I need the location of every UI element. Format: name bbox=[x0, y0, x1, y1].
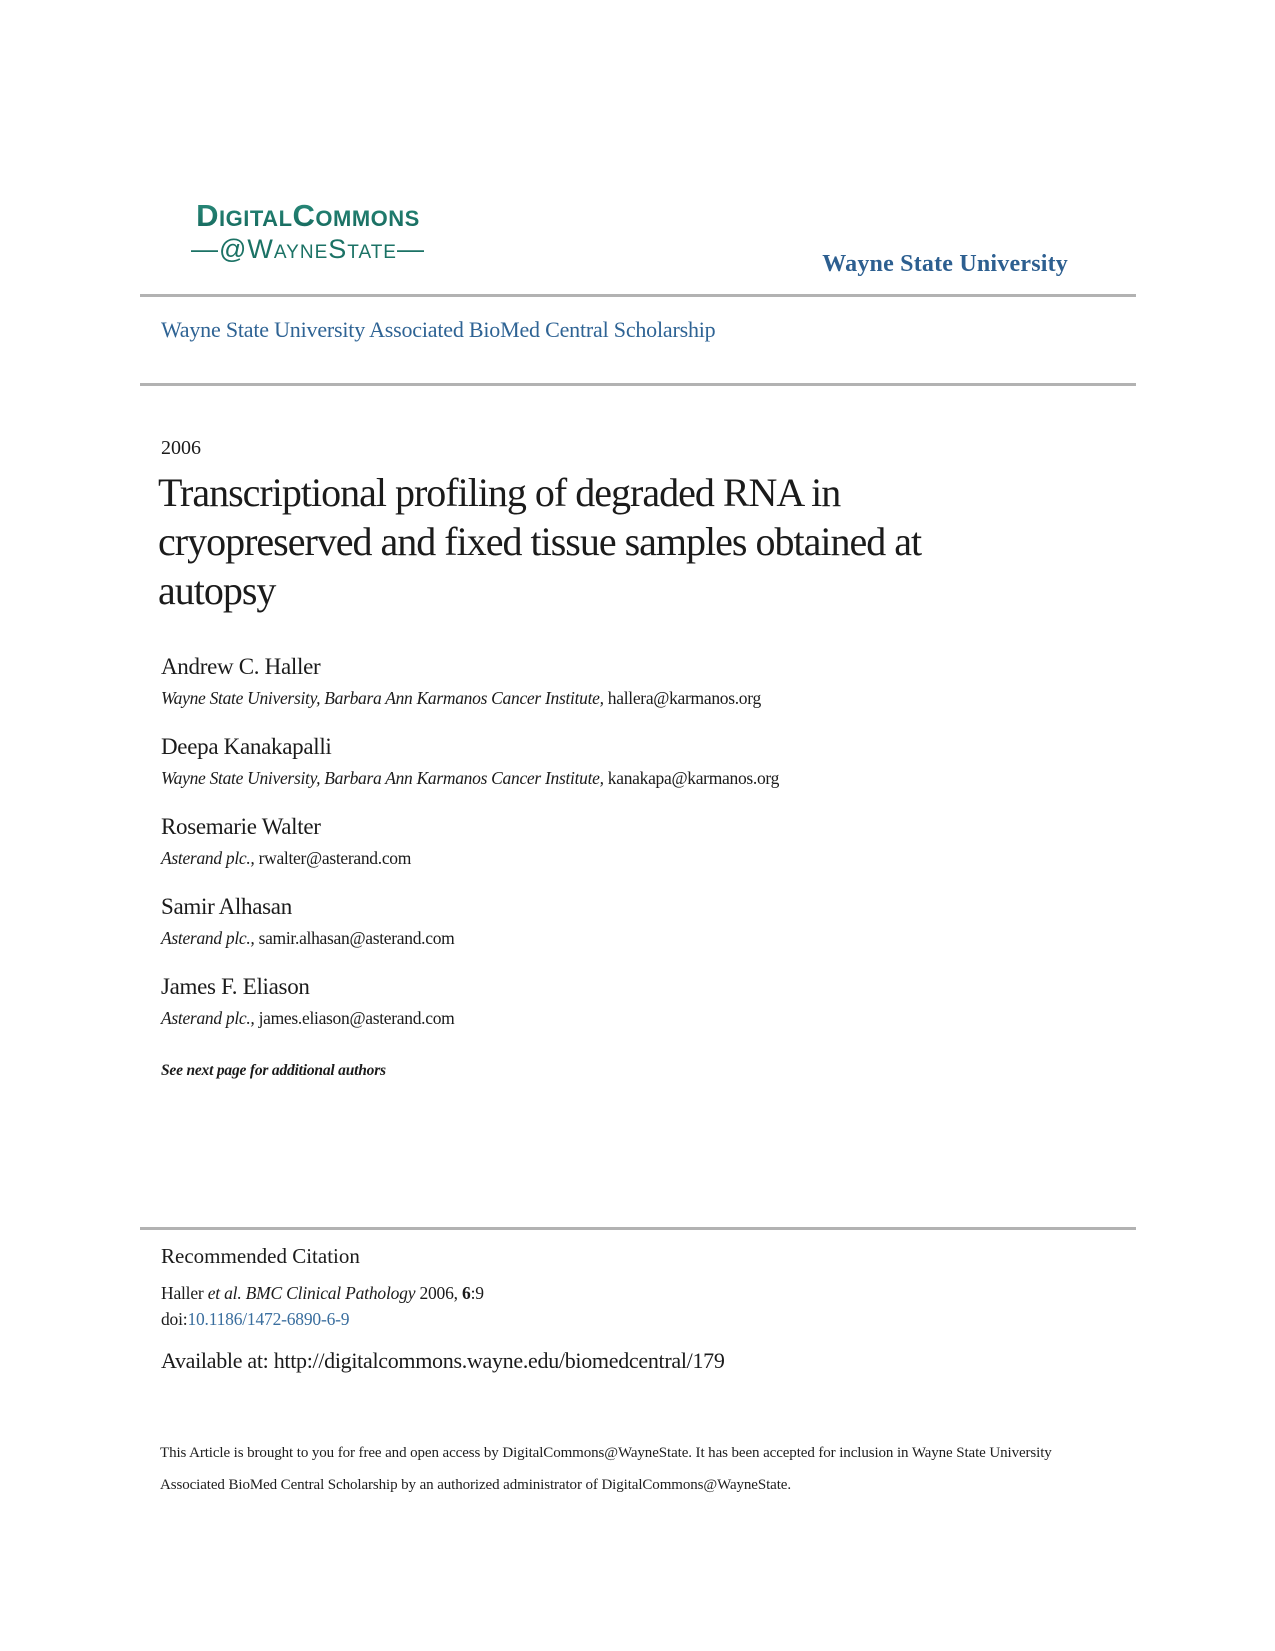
author-affiliation-line bbox=[161, 926, 1121, 950]
logo-wordmark: DigitalCommons bbox=[168, 198, 448, 234]
see-next-page-note: See next page for additional authors bbox=[161, 1062, 386, 1079]
author-entry bbox=[161, 730, 1121, 790]
access-statement bbox=[160, 1437, 1140, 1501]
author-name: James F. Eliason bbox=[161, 974, 310, 999]
article-title bbox=[158, 468, 1168, 615]
author-name: Deepa Kanakapalli bbox=[161, 734, 332, 759]
logo-subline: —@WayneState— bbox=[191, 234, 425, 264]
doi-link[interactable]: 10.1186/1472-6890-6-9 bbox=[187, 1309, 350, 1329]
access-statement-line: This Article is brought to you for free and open access by DigitalCommons@WayneState. It has been accepted for inclusion in Wayne State University bbox=[160, 1445, 1052, 1461]
author-entry bbox=[161, 970, 1121, 1030]
citation-year: 2006, bbox=[415, 1283, 463, 1303]
digitalcommons-logo[interactable] bbox=[168, 198, 448, 265]
author-affiliation-line bbox=[161, 766, 1121, 790]
title-line: Transcriptional profiling of degraded RNA in bbox=[158, 470, 841, 515]
author-name: Rosemarie Walter bbox=[161, 814, 321, 839]
author-affiliation: Wayne State University, Barbara Ann Karmanos Cancer Institute, bbox=[161, 768, 604, 788]
available-url-link[interactable]: http://digitalcommons.wayne.edu/biomedcentral/179 bbox=[273, 1348, 725, 1373]
author-affiliation: Asterand plc., bbox=[161, 928, 255, 948]
citation-volume: 6 bbox=[462, 1283, 471, 1303]
author-entry bbox=[161, 890, 1121, 950]
series-collection-link[interactable]: Wayne State University Associated BioMed Central Scholarship bbox=[161, 317, 716, 342]
author-affiliation-line bbox=[161, 846, 1121, 870]
header-divider bbox=[140, 294, 1136, 297]
author-email: kanakapa@karmanos.org bbox=[607, 768, 780, 788]
recommended-citation-heading: Recommended Citation bbox=[161, 1244, 360, 1268]
publication-year: 2006 bbox=[161, 437, 201, 459]
title-line: autopsy bbox=[158, 568, 276, 613]
author-email: hallera@karmanos.org bbox=[607, 688, 761, 708]
doi-line bbox=[161, 1306, 484, 1332]
author-entry bbox=[161, 650, 1121, 710]
citation-journal: et al. BMC Clinical Pathology bbox=[207, 1283, 416, 1303]
series-divider bbox=[140, 383, 1136, 386]
author-name: Samir Alhasan bbox=[161, 894, 292, 919]
author-list bbox=[161, 650, 1121, 1050]
author-name: Andrew C. Haller bbox=[161, 654, 321, 679]
citation-author: Haller bbox=[161, 1283, 208, 1303]
institution-name[interactable]: Wayne State University bbox=[822, 251, 1068, 277]
access-statement-line: Associated BioMed Central Scholarship by an authorized administrator of DigitalCommons@WayneState. bbox=[160, 1477, 792, 1493]
title-line: cryopreserved and fixed tissue samples obtained at bbox=[158, 519, 922, 564]
author-email: rwalter@asterand.com bbox=[258, 848, 412, 868]
citation-text bbox=[161, 1280, 484, 1306]
author-affiliation: Wayne State University, Barbara Ann Karmanos Cancer Institute, bbox=[161, 688, 604, 708]
author-affiliation-line bbox=[161, 686, 1121, 710]
citation-block bbox=[161, 1280, 484, 1332]
citation-issue: :9 bbox=[470, 1283, 484, 1303]
citation-divider bbox=[140, 1227, 1136, 1230]
doi-label: doi: bbox=[161, 1309, 188, 1329]
available-label: Available at: bbox=[161, 1348, 274, 1373]
author-affiliation: Asterand plc., bbox=[161, 1008, 255, 1028]
author-affiliation: Asterand plc., bbox=[161, 848, 255, 868]
author-entry bbox=[161, 810, 1121, 870]
author-email: samir.alhasan@asterand.com bbox=[258, 928, 455, 948]
author-affiliation-line bbox=[161, 1006, 1121, 1030]
available-at-line bbox=[161, 1348, 725, 1374]
author-email: james.eliason@asterand.com bbox=[258, 1008, 455, 1028]
